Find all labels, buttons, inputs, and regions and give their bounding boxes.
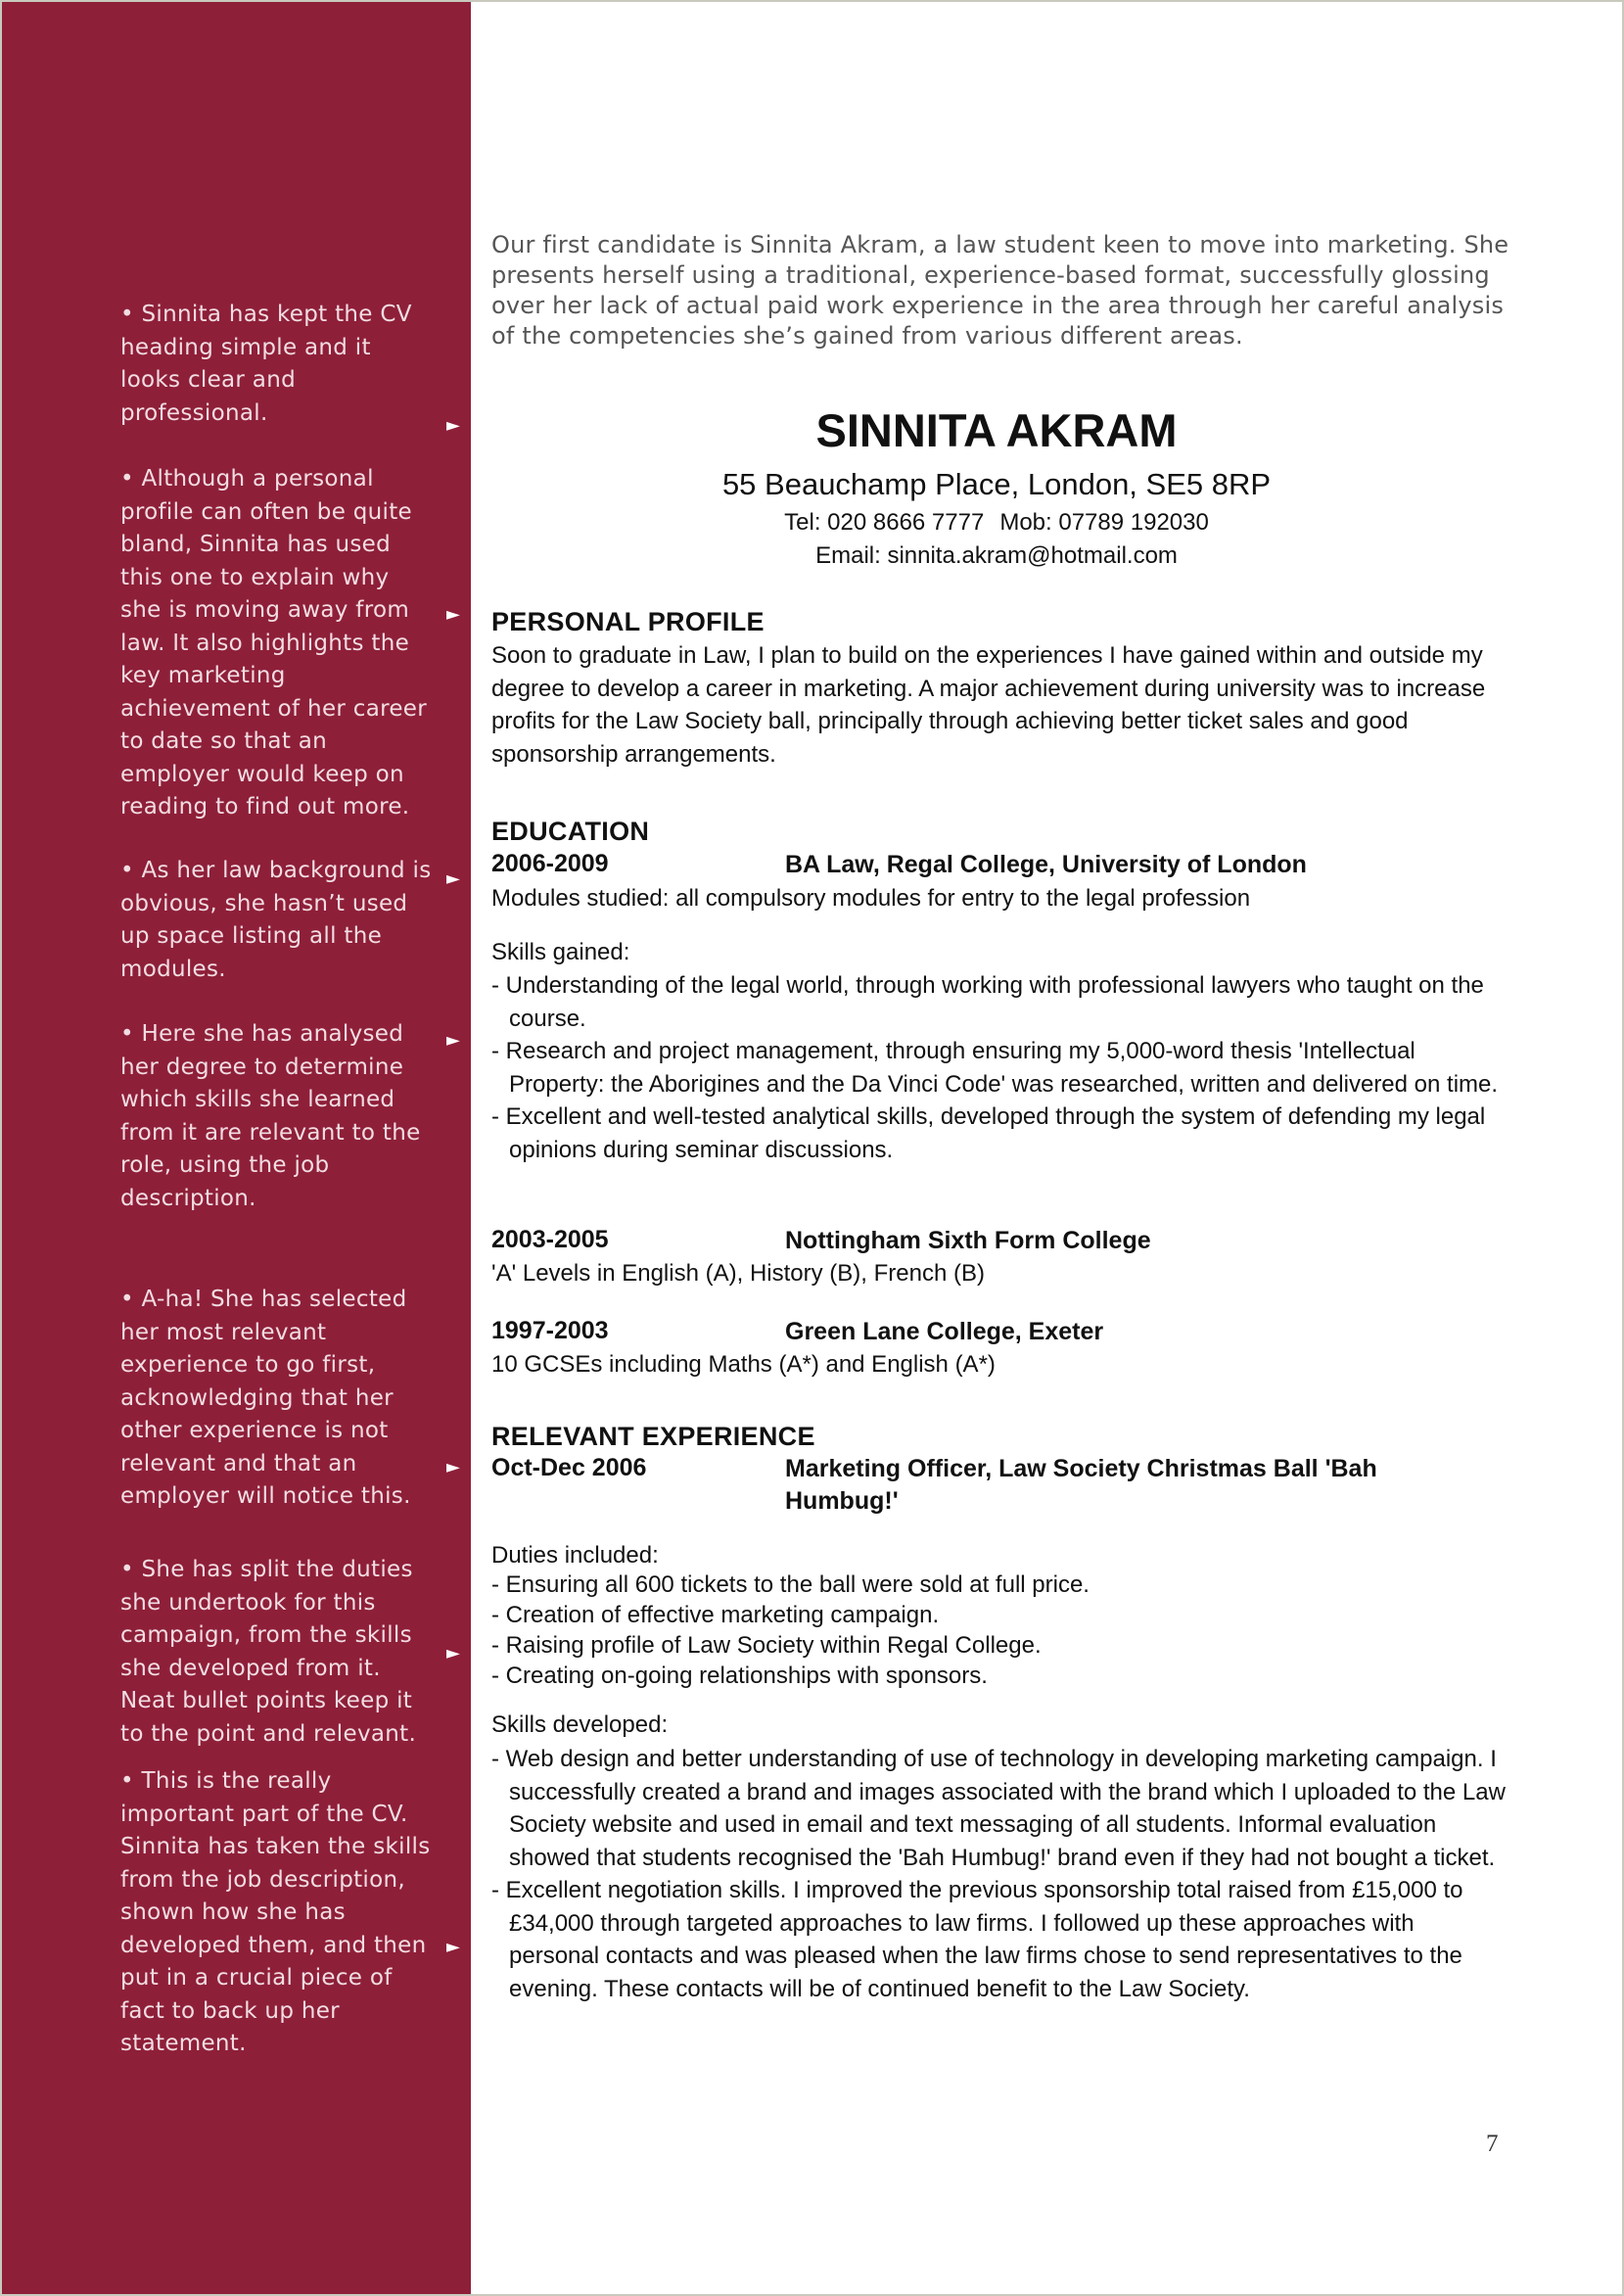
sidebar-note: • Here she has analysed her degree to determine which skills she learned from it are relevant to the role, using the job description. xyxy=(120,1021,421,1211)
sidebar-note: • This is the really important part of the CV. Sinnita has taken the skills from the job description, shown how she has developed them, and then put in a crucial piece of fact to back up her statement. xyxy=(120,1768,431,2056)
page-number: 7 xyxy=(1486,2131,1499,2157)
education-dates: 1997-2003 xyxy=(491,1317,609,1344)
education-dates: 2006-2009 xyxy=(491,850,609,877)
list-item: - Web design and better understanding of use of technology in developing marketing campaign. I successfully created a brand and images associated with the brand which I uploaded to the Law Society website and used in email and text messaging of all students. Informal evaluation showed that students recognised the 'Bah Humbug!' brand even if they had not bought a ticket. xyxy=(491,1746,1506,1871)
arrow-icon: ► xyxy=(446,1937,460,1957)
experience-role: Marketing Officer, Law Society Christmas Ball 'Bah Humbug!' xyxy=(785,1455,1377,1515)
skills-gained-list xyxy=(491,969,1509,1166)
arrow-icon: ► xyxy=(446,415,460,436)
cv-phone-line xyxy=(491,509,1502,537)
sidebar-note: • Although a personal profile can often be quite bland, Sinnita has used this one to explain why she is moving away from law. It also highlights the key marketing achievement of her career to date so that an employer would keep on reading to find out more. xyxy=(120,466,428,820)
list-item: - Ensuring all 600 tickets to the ball were sold at full price. xyxy=(491,1571,1090,1598)
cv-mob: Mob: 07789 192030 xyxy=(999,509,1209,536)
cv-tel: Tel: 020 8666 7777 xyxy=(784,509,985,536)
list-item: - Excellent and well-tested analytical skills, developed through the system of defending my legal opinions during seminar discussions. xyxy=(491,1103,1486,1163)
experience-heading: RELEVANT EXPERIENCE xyxy=(491,1422,815,1451)
education-dates: 2003-2005 xyxy=(491,1226,609,1253)
profile-heading: PERSONAL PROFILE xyxy=(491,607,765,636)
education-institution: BA Law, Regal College, University of London xyxy=(785,851,1307,878)
sidebar-note: • She has split the duties she undertook for this campaign, from the skills she developed from it. Neat bullet points keep it to the point and relevant. xyxy=(120,1557,417,1747)
arrow-icon: ► xyxy=(446,868,460,889)
skills-developed-label: Skills developed: xyxy=(491,1711,669,1738)
list-item: - Creation of effective marketing campaign. xyxy=(491,1602,940,1628)
education-institution: Green Lane College, Exeter xyxy=(785,1318,1104,1345)
education-heading: EDUCATION xyxy=(491,817,650,846)
cv-name: SINNITA AKRAM xyxy=(815,404,1178,456)
intro-paragraph: Our first candidate is Sinnita Akram, a law student keen to move into marketing. She presents herself using a traditional, experience-based format, successfully glossing over her lack of actual paid work experience in the area through her careful analysis of the competencies she’s gained from various different areas. xyxy=(491,231,1509,350)
list-item: - Raising profile of Law Society within Regal College. xyxy=(491,1632,1042,1659)
profile-text: Soon to graduate in Law, I plan to build on the experiences I have gained within and outside my degree to develop a career in marketing. A major achievement during university was to increase profits for the Law Society ball, principally through achieving better ticket sales and good sponsorship arrangements. xyxy=(491,642,1486,768)
cv-address: 55 Beauchamp Place, London, SE5 8RP xyxy=(721,467,1272,501)
duties-list xyxy=(491,1570,1509,1691)
arrow-icon: ► xyxy=(446,604,460,625)
education-detail: Modules studied: all compulsory modules for entry to the legal profession xyxy=(491,885,1251,912)
duties-label: Duties included: xyxy=(491,1542,659,1569)
list-item: - Creating on-going relationships with sponsors. xyxy=(491,1663,988,1689)
sidebar-note: • As her law background is obvious, she hasn’t used up space listing all the modules. xyxy=(120,858,432,982)
skills-gained-label: Skills gained: xyxy=(491,939,630,965)
arrow-icon: ► xyxy=(446,1457,460,1477)
sidebar-note: • Sinnita has kept the CV heading simple and it looks clear and professional. xyxy=(120,302,412,426)
list-item: - Research and project management, through ensuring my 5,000-word thesis 'Intellectual Property: the Aborigines and the Da Vinci Code' was researched, written and delivered on time. xyxy=(491,1038,1499,1098)
cv-email: Email: sinnita.akram@hotmail.com xyxy=(815,542,1178,569)
list-item: - Excellent negotiation skills. I improved the previous sponsorship total raised from £15,000 to £34,000 through targeted approaches to law firms. I followed up these approaches with personal contacts and was pleased when the law firms chose to send representatives to the evening. These contacts will be of continued benefit to the Law Society. xyxy=(491,1877,1463,2002)
education-institution: Nottingham Sixth Form College xyxy=(785,1227,1151,1254)
skills-developed-list xyxy=(491,1743,1509,2005)
arrow-icon: ► xyxy=(446,1030,460,1051)
education-detail: 'A' Levels in English (A), History (B), French (B) xyxy=(491,1260,985,1287)
education-detail: 10 GCSEs including Maths (A*) and English (A*) xyxy=(491,1351,996,1378)
list-item: - Understanding of the legal world, through working with professional lawyers who taught on the course. xyxy=(491,972,1484,1032)
experience-dates: Oct-Dec 2006 xyxy=(491,1454,647,1481)
sidebar-note: • A-ha! She has selected her most relevant experience to go first, acknowledging that her other experience is not relevant and that an employer will notice this. xyxy=(120,1287,411,1509)
arrow-icon: ► xyxy=(446,1643,460,1663)
